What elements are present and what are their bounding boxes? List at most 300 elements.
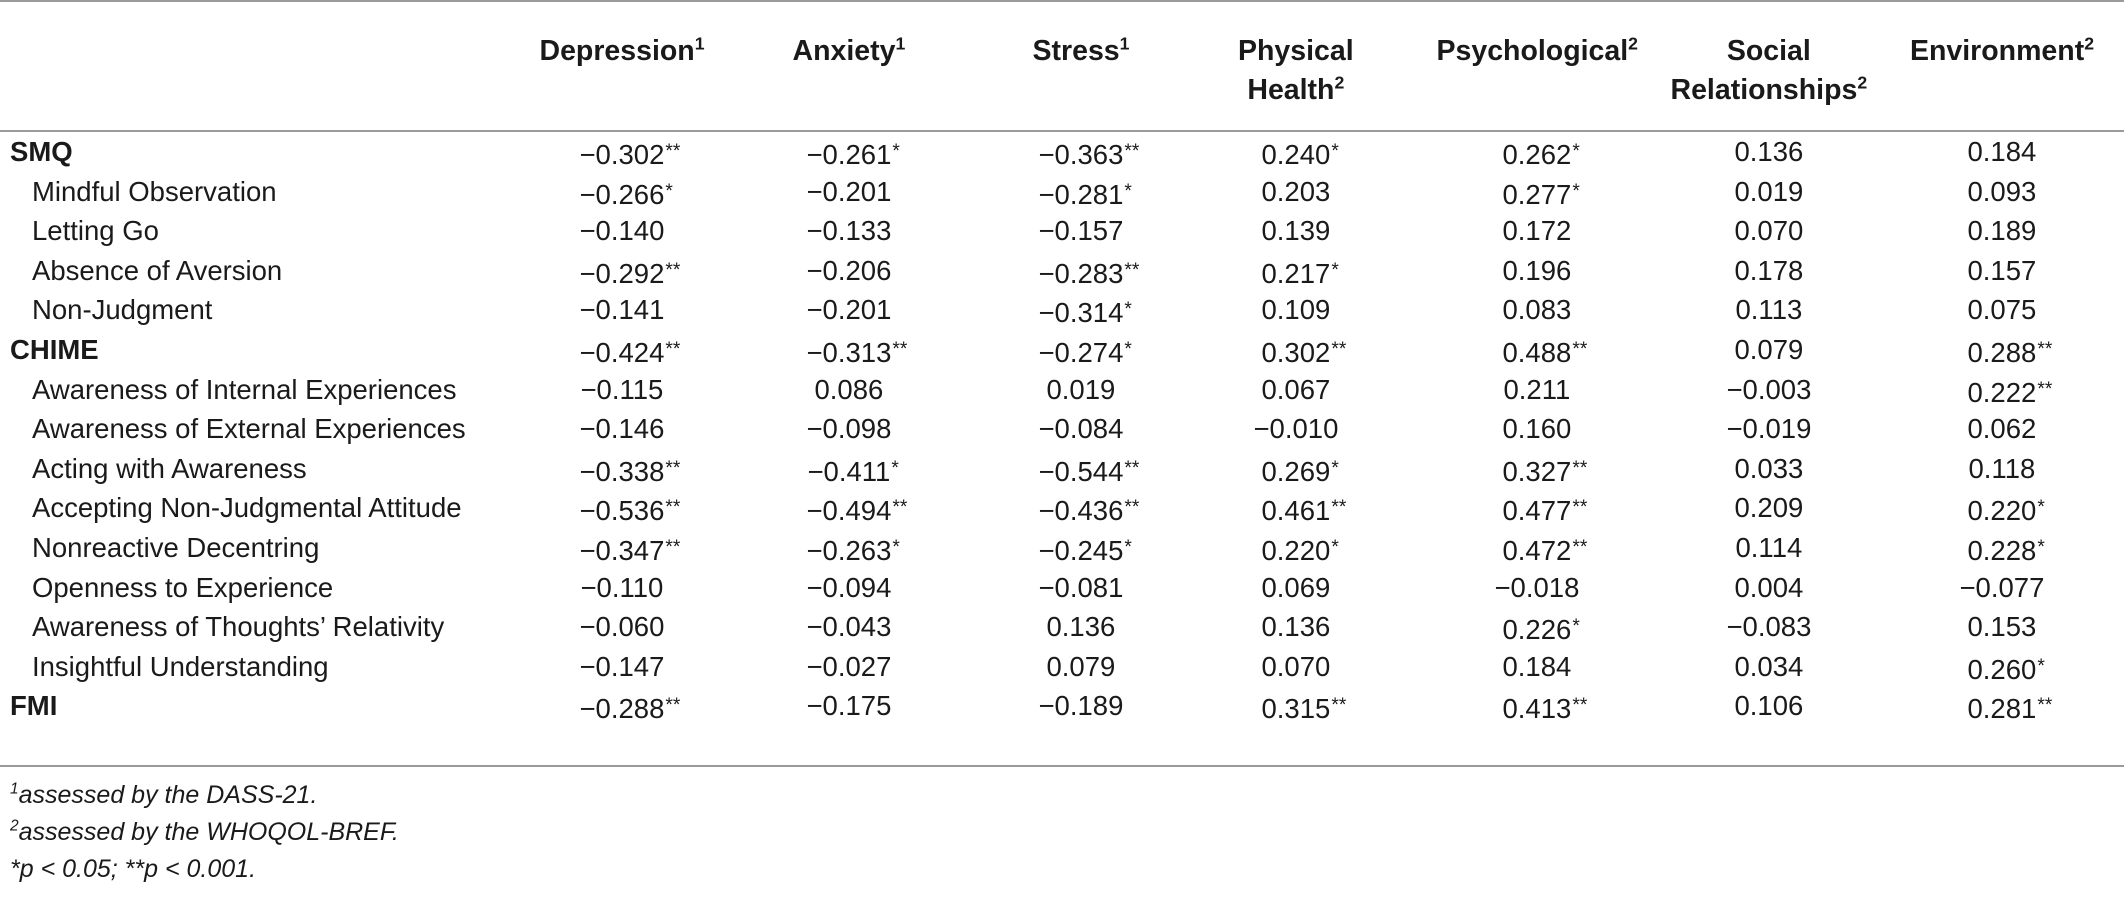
column-header-line [1671, 71, 1868, 110]
table-cell [1039, 528, 1132, 571]
cell-value: 0.070 [1734, 215, 1804, 247]
cell-value: −0.083 [1726, 611, 1812, 643]
cell-value: 0.034 [1734, 650, 1804, 682]
cell-value: −0.266 [579, 178, 665, 210]
table-cell [1047, 647, 1116, 687]
significance-marker: ** [1124, 497, 1140, 519]
table-cell [580, 647, 665, 687]
table-cell [1968, 528, 2045, 571]
column-header-footnote-marker: 1 [1119, 33, 1130, 54]
cell-value: −0.094 [806, 571, 892, 603]
table-cell [1503, 607, 1580, 650]
table-cell [807, 330, 908, 373]
table-cell [580, 409, 665, 449]
table-cell [807, 172, 892, 212]
column-header-footnote-marker: 2 [1628, 33, 1638, 54]
table-cell [580, 528, 681, 571]
table-cell [1262, 568, 1331, 608]
table-cell [1039, 132, 1140, 175]
cell-value: 0.083 [1502, 294, 1572, 326]
table-cell [1968, 211, 2037, 251]
table-cell [815, 370, 884, 410]
cell-value: 0.209 [1734, 492, 1804, 524]
cell-value: −0.141 [579, 294, 665, 326]
table-cell [1039, 686, 1124, 726]
table-cell [1254, 409, 1339, 449]
table-cell [807, 132, 900, 175]
table-cell [1262, 686, 1347, 729]
table-cell [1039, 330, 1132, 373]
cell-value: −0.010 [1253, 413, 1339, 445]
column-header-footnote-marker: 2 [2084, 33, 2095, 54]
significance-marker: ** [1124, 457, 1140, 479]
section-label: CHIME [10, 334, 99, 365]
cell-value: 0.196 [1502, 254, 1572, 286]
table-cell [580, 132, 681, 175]
cell-value: 0.184 [1502, 650, 1572, 682]
table-cell [1039, 290, 1132, 333]
table-cell [807, 488, 908, 531]
table-cell [1262, 211, 1331, 251]
table-cell [1047, 607, 1116, 647]
table-cell [1968, 330, 2053, 373]
cell-value: 0.203 [1261, 175, 1331, 207]
row-label: Acting with Awareness [32, 452, 307, 484]
column-header [793, 32, 906, 71]
table-cell [580, 172, 673, 215]
cell-value: 0.067 [1261, 373, 1331, 405]
table-cell [1968, 409, 2037, 449]
table-cell [1735, 449, 1804, 489]
row-label: Accepting Non-Judgmental Attitude [32, 492, 462, 524]
column-header-line [1238, 32, 1354, 71]
table-cell [1504, 370, 1571, 410]
table-cell [807, 211, 892, 251]
table-cell [580, 488, 681, 531]
column-header [540, 32, 705, 71]
cell-value: −0.494 [806, 495, 892, 527]
table-cell [580, 449, 681, 492]
cell-value: 0.136 [1261, 611, 1331, 643]
cell-value: 0.136 [1046, 611, 1116, 643]
table-cell [580, 686, 681, 729]
cell-value: −0.081 [1038, 571, 1124, 603]
table-cell [1262, 370, 1331, 410]
column-header-line [1671, 32, 1868, 71]
footnote [10, 852, 256, 886]
significance-marker: * [1331, 259, 1339, 281]
cell-value: −0.302 [579, 139, 665, 171]
column-header [1437, 32, 1638, 71]
table-cell [1262, 172, 1331, 212]
table-cell [1735, 488, 1804, 528]
table-cell [580, 251, 681, 294]
table-cell [1503, 488, 1588, 531]
significance-marker: * [2037, 537, 2045, 558]
table-cell [581, 568, 664, 608]
cell-value: −0.084 [1038, 413, 1124, 445]
cell-value: −0.019 [1726, 413, 1812, 445]
cell-value: 0.260 [1967, 653, 2037, 685]
table-cell [1262, 330, 1347, 373]
column-header-text: Stress [1032, 35, 1120, 67]
table-cell [1735, 132, 1804, 172]
significance-marker: ** [665, 339, 681, 360]
cell-value: −0.027 [806, 650, 892, 682]
table-cell [1968, 132, 2037, 172]
cell-value: 0.327 [1502, 455, 1572, 487]
table-cell [807, 568, 892, 608]
column-header-text: Depression [539, 35, 695, 67]
significance-marker: ** [1572, 695, 1588, 717]
column-header-text: Relationships [1670, 74, 1858, 106]
cell-value: −0.003 [1726, 373, 1812, 405]
cell-value: 0.288 [1967, 337, 2037, 369]
significance-marker: ** [1124, 141, 1140, 162]
table-cell [1969, 449, 2036, 489]
table-cell [1503, 211, 1572, 251]
cell-value: 0.086 [814, 373, 884, 405]
table-cell [807, 607, 892, 647]
cell-value: −0.147 [579, 650, 665, 682]
table-cell [1262, 607, 1331, 647]
significance-marker: ** [1331, 339, 1347, 360]
table-cell [1503, 132, 1580, 175]
cell-value: −0.115 [580, 373, 664, 405]
table-cell [1039, 409, 1124, 449]
column-header-text: Health [1247, 74, 1335, 106]
table-cell [580, 607, 665, 647]
table-cell [1262, 488, 1347, 531]
significance-marker: ** [892, 497, 908, 519]
cell-value: −0.313 [806, 337, 892, 369]
significance-marker: * [1572, 180, 1580, 202]
cell-value: −0.201 [806, 175, 892, 207]
cell-value: −0.338 [579, 455, 665, 487]
table-cell [1503, 290, 1572, 330]
cell-value: −0.060 [579, 611, 665, 643]
cell-value: 0.220 [1261, 535, 1331, 567]
significance-marker: ** [2037, 339, 2053, 360]
cell-value: −0.288 [579, 693, 665, 725]
significance-marker: * [892, 141, 900, 162]
table-cell [1727, 607, 1812, 647]
cell-value: 0.211 [1503, 373, 1571, 405]
cell-value: −0.263 [806, 535, 892, 567]
cell-value: 0.277 [1502, 178, 1572, 210]
table-cell [1503, 251, 1572, 291]
cell-value: 0.178 [1734, 254, 1804, 286]
cell-value: −0.314 [1038, 297, 1124, 329]
row-label: Awareness of Internal Experiences [32, 373, 457, 405]
cell-value: 0.220 [1967, 495, 2037, 527]
row-label: Insightful Understanding [32, 650, 329, 682]
cell-value: −0.201 [806, 294, 892, 326]
table-cell [1262, 647, 1331, 687]
table-cell [1047, 370, 1116, 410]
table-cell [1968, 647, 2045, 690]
cell-value: −0.157 [1038, 215, 1124, 247]
significance-marker: ** [1572, 457, 1588, 479]
cell-value: 0.004 [1734, 571, 1804, 603]
cell-value: 0.069 [1261, 571, 1331, 603]
table-cell [1503, 409, 1572, 449]
table-cell [1503, 330, 1588, 373]
cell-value: 0.157 [1967, 254, 2037, 286]
cell-value: 0.160 [1502, 413, 1572, 445]
table-cell [1968, 488, 2045, 531]
significance-marker: * [1124, 339, 1132, 360]
significance-marker: ** [1572, 537, 1588, 558]
cell-value: 0.106 [1734, 690, 1804, 722]
table-cell [1039, 488, 1140, 531]
cell-value: 0.413 [1502, 693, 1572, 725]
significance-marker: ** [665, 695, 681, 717]
column-header-text: Social [1726, 35, 1811, 67]
table-cell [1262, 132, 1339, 175]
cell-value: 0.062 [1967, 413, 2037, 445]
cell-value: 0.240 [1261, 139, 1331, 171]
cell-value: 0.033 [1734, 452, 1804, 484]
cell-value: 0.222 [1967, 376, 2037, 408]
table-cell [1503, 449, 1588, 492]
column-header-footnote-marker: 2 [1334, 72, 1345, 93]
cell-value: 0.113 [1735, 294, 1803, 326]
significance-marker: ** [665, 259, 681, 281]
column-header-footnote-marker: 2 [1857, 72, 1868, 93]
significance-marker: ** [1572, 497, 1588, 519]
cell-value: 0.228 [1967, 535, 2037, 567]
table-cell [1735, 251, 1804, 291]
row-label: Nonreactive Decentring [32, 532, 320, 563]
cell-value: −0.133 [806, 215, 892, 247]
cell-value: −0.436 [1038, 495, 1124, 527]
table-cell [580, 290, 665, 330]
cell-value: 0.172 [1502, 215, 1572, 247]
significance-marker: ** [892, 339, 908, 360]
significance-marker: ** [1331, 497, 1347, 519]
table-cell [1262, 449, 1339, 492]
table-cell [1735, 647, 1804, 687]
significance-marker: * [1124, 180, 1132, 202]
significance-marker: ** [665, 141, 681, 162]
significance-marker: * [892, 537, 900, 558]
cell-value: 0.262 [1502, 139, 1572, 171]
table-cell [1968, 290, 2037, 330]
table-cell [1727, 409, 1812, 449]
significance-marker: * [1124, 537, 1132, 558]
table-cell [1039, 172, 1132, 215]
column-header [1238, 32, 1354, 110]
significance-marker: * [2037, 655, 2045, 677]
cell-value: −0.536 [579, 495, 665, 527]
column-header-footnote-marker: 1 [895, 33, 906, 54]
significance-marker: * [2037, 497, 2045, 519]
cell-value: 0.136 [1734, 136, 1804, 167]
significance-marker: ** [665, 497, 681, 519]
footnote [10, 815, 399, 849]
cell-value: 0.189 [1967, 215, 2037, 247]
footnote-marker: 2 [10, 817, 19, 835]
significance-marker: * [891, 457, 899, 479]
cell-value: −0.261 [806, 139, 892, 171]
table-cell [1503, 172, 1580, 215]
cell-value: 0.488 [1502, 337, 1572, 369]
table-cell [1735, 568, 1804, 608]
column-header-line [1238, 71, 1354, 110]
significance-marker: ** [665, 537, 681, 558]
cell-value: −0.347 [579, 535, 665, 567]
table-cell [1262, 290, 1331, 330]
table-cell [807, 528, 900, 571]
significance-marker: * [1124, 299, 1132, 321]
table-cell [1262, 251, 1339, 294]
top-rule [0, 0, 2124, 2]
cell-value: 0.139 [1261, 215, 1331, 247]
table-cell [580, 211, 665, 251]
table-cell [1727, 370, 1812, 410]
significance-marker: ** [665, 457, 681, 479]
table-cell [807, 251, 892, 291]
footnote-text: assessed by the DASS-21. [18, 781, 318, 809]
section-label: FMI [10, 690, 58, 722]
significance-marker: ** [2037, 695, 2053, 717]
cell-value: 0.109 [1261, 294, 1331, 326]
table-cell [1968, 172, 2037, 212]
significance-marker: ** [2037, 378, 2053, 400]
column-header-text: Psychological [1436, 35, 1629, 67]
cell-value: 0.226 [1502, 614, 1572, 646]
cell-value: −0.146 [579, 413, 665, 445]
cell-value: −0.544 [1038, 455, 1124, 487]
cell-value: −0.363 [1038, 139, 1124, 171]
significance-marker: ** [1572, 339, 1588, 360]
table-cell [1503, 528, 1588, 571]
table-cell [807, 409, 892, 449]
cell-value: −0.281 [1038, 178, 1124, 210]
significance-marker: * [1331, 141, 1339, 162]
table-cell [807, 647, 892, 687]
significance-marker: * [1331, 457, 1339, 479]
cell-value: 0.019 [1046, 373, 1116, 405]
cell-value: 0.302 [1261, 337, 1331, 369]
cell-value: 0.217 [1261, 257, 1331, 289]
footnote-text: assessed by the WHOQOL-BREF. [18, 818, 399, 846]
significance-marker: * [1572, 141, 1580, 162]
cell-value: −0.043 [806, 611, 892, 643]
row-label: Non-Judgment [32, 294, 213, 326]
table-cell [1495, 568, 1580, 608]
cell-value: 0.019 [1734, 175, 1804, 207]
table-cell [1735, 211, 1804, 251]
footnote [10, 778, 317, 812]
column-header-text: Anxiety [792, 35, 896, 67]
table-cell [580, 330, 681, 373]
significance-marker: ** [1331, 695, 1347, 717]
cell-value: 0.315 [1261, 693, 1331, 725]
table-cell [807, 686, 892, 726]
cell-value: 0.075 [1967, 294, 2037, 326]
row-label: Awareness of External Experiences [32, 413, 466, 445]
table-cell [1960, 568, 2045, 608]
table-cell [1736, 528, 1803, 568]
row-label: Awareness of Thoughts’ Relativity [32, 611, 445, 643]
table-cell [1735, 686, 1804, 726]
cell-value: 0.118 [1968, 452, 2036, 484]
cell-value: 0.184 [1967, 136, 2037, 167]
cell-value: 0.114 [1735, 532, 1803, 563]
cell-value: 0.477 [1502, 495, 1572, 527]
table-cell [1503, 686, 1588, 729]
section-label: SMQ [10, 136, 73, 167]
cell-value: −0.018 [1494, 571, 1580, 603]
row-label: Openness to Experience [32, 571, 334, 603]
significance-marker: ** [1124, 259, 1140, 281]
cell-value: −0.283 [1038, 257, 1124, 289]
cell-value: −0.189 [1038, 690, 1124, 722]
column-header [1671, 32, 1868, 110]
cell-value: −0.110 [580, 571, 664, 603]
row-label: Mindful Observation [32, 175, 277, 207]
column-header [1910, 32, 2094, 71]
table-cell [808, 449, 899, 492]
table-cell [1503, 647, 1572, 687]
cell-value: 0.461 [1261, 495, 1331, 527]
cell-value: −0.424 [579, 337, 665, 369]
cell-value: 0.079 [1046, 650, 1116, 682]
cell-value: 0.472 [1502, 535, 1572, 567]
cell-value: −0.292 [579, 257, 665, 289]
column-header-line [1910, 32, 2094, 71]
column-header-line [793, 32, 906, 71]
cell-value: 0.093 [1967, 175, 2037, 207]
cell-value: −0.077 [1959, 571, 2045, 603]
table-cell [1968, 607, 2037, 647]
column-header-line [1437, 32, 1638, 71]
cell-value: −0.411 [807, 455, 891, 487]
footnote-text: *p < 0.05; **p < 0.001. [10, 855, 257, 883]
cell-value: 0.079 [1734, 334, 1804, 365]
table-cell [1968, 370, 2053, 413]
footnote-marker: 1 [10, 780, 19, 798]
cell-value: 0.281 [1967, 693, 2037, 725]
row-label: Absence of Aversion [32, 254, 283, 286]
table-cell [1039, 449, 1140, 492]
table-cell [1039, 211, 1124, 251]
table-cell [807, 290, 892, 330]
column-header-text: Physical [1238, 35, 1354, 67]
column-header-footnote-marker: 1 [694, 33, 705, 54]
cell-value: −0.245 [1038, 535, 1124, 567]
table-cell [1735, 330, 1804, 370]
bottom-rule [0, 765, 2124, 767]
cell-value: −0.175 [806, 690, 892, 722]
row-label: Letting Go [32, 215, 159, 247]
column-header-line [1033, 32, 1130, 71]
table-cell [1968, 686, 2053, 729]
cell-value: 0.070 [1261, 650, 1331, 682]
table-cell [1039, 568, 1124, 608]
cell-value: −0.098 [806, 413, 892, 445]
table-cell [1968, 251, 2037, 291]
column-header-line [540, 32, 705, 71]
table-cell [1262, 528, 1339, 571]
cell-value: 0.269 [1261, 455, 1331, 487]
table-cell [1735, 172, 1804, 212]
column-header-text: Environment [1910, 35, 2085, 67]
cell-value: −0.206 [806, 254, 892, 286]
significance-marker: * [1331, 537, 1339, 558]
